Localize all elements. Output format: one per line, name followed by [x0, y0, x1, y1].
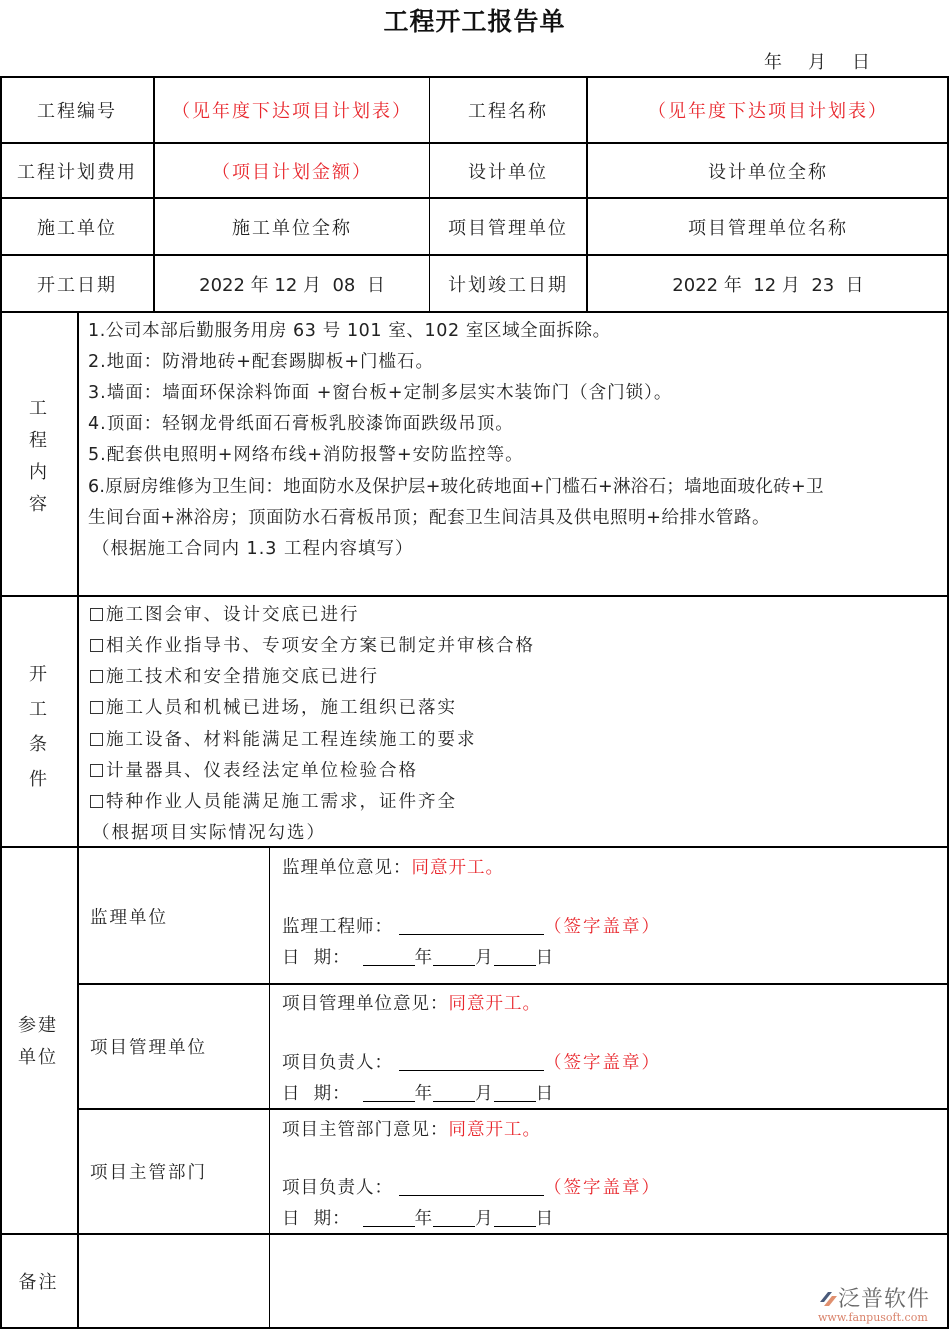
label-planned-cost: 工程计划费用	[17, 161, 137, 183]
checkbox[interactable]	[90, 764, 103, 777]
participants-label: 参建 单位	[18, 1015, 58, 1068]
management-signer: 项目负责人： （签字盖章）	[282, 1053, 661, 1073]
month-field[interactable]	[433, 1084, 475, 1102]
day-field[interactable]	[494, 1084, 536, 1102]
unit-name-supervision: 监理单位	[90, 908, 168, 928]
year-field[interactable]	[363, 1084, 415, 1102]
checkbox[interactable]	[90, 670, 103, 683]
date-month-label: 月	[808, 52, 826, 73]
checkbox[interactable]	[90, 733, 103, 746]
content-item: 4.顶面：轻钢龙骨纸面石膏板乳胶漆饰面跌级吊顶。	[88, 414, 514, 434]
remarks-label: 备注	[18, 1272, 59, 1293]
label-start-date: 开工日期	[37, 274, 117, 296]
day-field[interactable]	[494, 948, 536, 966]
content-item: 6.原厨房维修为卫生间：地面防水及保护层+玻化砖地面+门槛石+淋浴石；墙地面玻化砖+卫	[88, 477, 824, 497]
condition-item[interactable]: 相关作业指导书、专项安全方案已制定并审核合格	[90, 632, 535, 657]
supervision-signer: 监理工程师： （签字盖章）	[282, 917, 661, 937]
checkbox[interactable]	[90, 701, 103, 714]
opinion-value[interactable]: 同意开工。	[411, 858, 504, 878]
management-date: 日 期： 年 月 日	[282, 1084, 555, 1104]
condition-item[interactable]: 施工人员和机械已进场，施工组织已落实	[90, 694, 457, 719]
signature-field[interactable]	[399, 917, 544, 935]
content-item: 5.配套供电照明+网络布线+消防报警+安防监控等。	[88, 445, 524, 465]
opinion-value[interactable]: 同意开工。	[448, 1120, 541, 1140]
label-planned-completion-date: 计划竣工日期	[448, 274, 568, 296]
checkbox[interactable]	[90, 639, 103, 652]
divider	[77, 983, 949, 985]
checkbox[interactable]	[90, 608, 103, 621]
month-field[interactable]	[433, 1209, 475, 1227]
value-planned-cost[interactable]: （项目计划金额）	[212, 161, 372, 183]
condition-item[interactable]: 施工图会审、设计交底已进行	[90, 601, 360, 626]
condition-item[interactable]: 施工设备、材料能满足工程连续施工的要求	[90, 726, 477, 751]
document-title: 工程开工报告单	[383, 7, 566, 36]
value-start-date[interactable]: 2022 年 12 月 08 日	[199, 274, 385, 296]
content-item: 3.墙面：墙面环保涂料饰面 +窗台板+定制多层实木装饰门（含门锁）。	[88, 383, 673, 403]
fanpu-logo-icon	[818, 1290, 838, 1308]
value-planned-completion-date[interactable]: 2022 年 12 月 23 日	[672, 274, 864, 296]
supervision-opinion: 监理单位意见：同意开工。	[282, 858, 504, 878]
content-item: 1.公司本部后勤服务用房 63 号 101 室、102 室区域全面拆除。	[88, 321, 611, 341]
content-note: （根据施工合同内 1.3 工程内容填写）	[92, 539, 414, 559]
month-field[interactable]	[433, 948, 475, 966]
label-design-unit: 设计单位	[468, 161, 548, 183]
conditions-note: （根据项目实际情况勾选）	[92, 823, 326, 843]
competent-dept-date: 日 期： 年 月 日	[282, 1209, 555, 1229]
divider	[0, 595, 949, 597]
value-management-unit[interactable]: 项目管理单位名称	[688, 217, 848, 239]
label-project-name: 工程名称	[468, 101, 548, 122]
fanpusoft-watermark: 泛普软件 www.fanpusoft.com	[818, 1287, 931, 1324]
opinion-value[interactable]: 同意开工。	[448, 994, 541, 1014]
condition-item[interactable]: 计量器具、仪表经法定单位检验合格	[90, 757, 418, 782]
divider	[0, 311, 949, 313]
content-item: 生间台面+淋浴房；顶面防水石膏板吊顶；配套卫生间洁具及供电照明+给排水管路。	[88, 508, 771, 528]
unit-name-management: 项目管理单位	[90, 1038, 207, 1058]
unit-name-competent-dept: 项目主管部门	[90, 1163, 207, 1183]
value-construction-unit[interactable]: 施工单位全称	[232, 217, 352, 239]
year-field[interactable]	[363, 1209, 415, 1227]
checkbox[interactable]	[90, 795, 103, 808]
year-field[interactable]	[363, 948, 415, 966]
management-opinion: 项目管理单位意见：同意开工。	[282, 994, 541, 1014]
value-project-number[interactable]: （见年度下达项目计划表）	[172, 101, 412, 122]
date-day-label: 日	[852, 52, 870, 73]
condition-item[interactable]: 特种作业人员能满足施工需求，证件齐全	[90, 788, 457, 813]
start-conditions-label: 开 工 条 件	[29, 664, 47, 790]
divider	[77, 1108, 949, 1110]
remarks-field[interactable]	[79, 1235, 269, 1327]
label-project-number: 工程编号	[37, 101, 117, 122]
divider	[269, 846, 270, 1329]
competent-dept-opinion: 项目主管部门意见：同意开工。	[282, 1120, 541, 1140]
competent-dept-signer: 项目负责人： （签字盖章）	[282, 1178, 661, 1198]
divider	[77, 311, 79, 1329]
supervision-date: 日 期： 年 月 日	[282, 948, 555, 968]
condition-item[interactable]: 施工技术和安全措施交底已进行	[90, 663, 379, 688]
label-management-unit: 项目管理单位	[448, 217, 568, 239]
signature-field[interactable]	[399, 1053, 544, 1071]
label-construction-unit: 施工单位	[37, 217, 117, 239]
value-design-unit[interactable]: 设计单位全称	[708, 161, 828, 183]
value-project-name[interactable]: （见年度下达项目计划表）	[648, 101, 888, 122]
date-header	[764, 48, 870, 74]
signature-field[interactable]	[399, 1178, 544, 1196]
content-item: 2.地面：防滑地砖+配套踢脚板+门槛石。	[88, 352, 435, 372]
project-content-label: 工 程 内 容	[29, 398, 47, 515]
divider	[0, 846, 949, 848]
date-year-label: 年	[764, 52, 782, 73]
day-field[interactable]	[494, 1209, 536, 1227]
